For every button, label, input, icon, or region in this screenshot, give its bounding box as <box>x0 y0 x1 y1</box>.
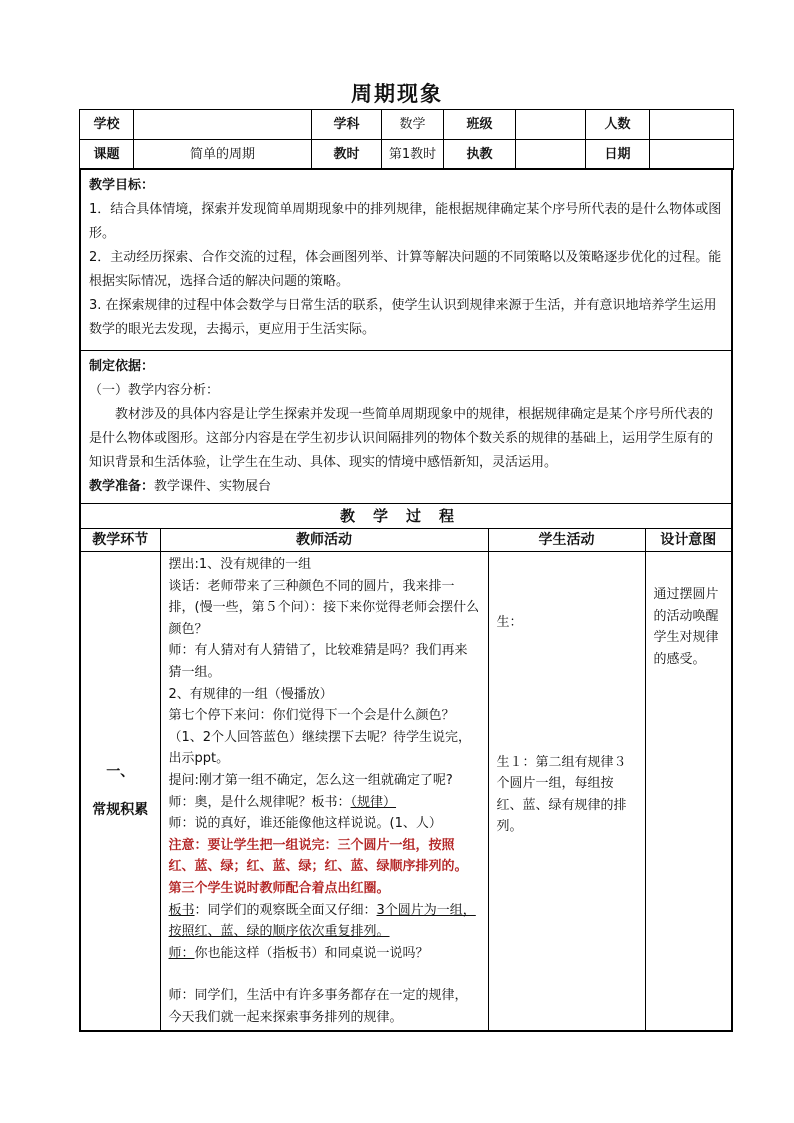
board-label: 板书 <box>168 902 195 918</box>
teacher-line: 师：同学们，生活中有许多事务都存在一定的规律，今天我们就一起来探索事务排列的规律。 <box>168 988 468 1025</box>
header-stage: 教学环节 <box>80 529 160 552</box>
design-text: 通过摆圆片的活动唤醒学生对规律的感受。 <box>653 587 719 667</box>
prep-label: 教学准备： <box>89 479 155 494</box>
teacher-line: 师：奥，是什么规律呢？板书： <box>168 794 351 810</box>
prep-value: 教学课件、实物展台 <box>154 479 272 494</box>
subject-label: 学科 <box>312 110 382 140</box>
teacher-line: 第七个停下来问：你们觉得下一个会是什么颜色？（1、2个人回答蓝色）继续摆下去呢？待学生说完，出示ppt。 <box>168 708 472 767</box>
goal-item: 3. 在探索规律的过程中体会数学与日常生活的联系，使学生认识到规律来源于生活，并有意识地培养学生运用数学的眼光去发现，去揭示，更应用于生活实际。 <box>89 298 717 337</box>
school-value <box>134 110 312 140</box>
teacher-note-red: 注意：要让学生把一组说完：三个圆片一组，按照红、蓝、绿；红、蓝、绿；红、蓝、绿顺序排列的。第三个学生说时教师配合着点出红圈。 <box>168 837 468 896</box>
goal-item: 1．结合具体情境，探索并发现简单周期现象中的排列规律，能根据规律确定某个序号所代表的是什么物体或图形。 <box>89 202 722 241</box>
goals-heading: 教学目标： <box>89 178 155 193</box>
school-label: 学校 <box>80 110 134 140</box>
teacher-line: 你也能这样（指板书）和同桌说一说吗？ <box>194 945 429 961</box>
topic-label: 课题 <box>80 140 134 170</box>
stage-cell <box>80 552 160 1032</box>
count-value <box>650 110 734 140</box>
stage-number: 一、 <box>106 764 135 781</box>
student-line: 生１：第二组有规律３个圆片一组，每组按红、蓝、绿有规律的排列。 <box>496 754 627 835</box>
class-label: 班级 <box>444 110 516 140</box>
board-note: （规律） <box>350 794 397 810</box>
goals-section <box>80 169 732 351</box>
goal-item: 2．主动经历探索、合作交流的过程，体会画图列举、计算等解决问题的不同策略以及策略逐步优化的过程。能根据实际情况，选择合适的解决问题的策略。 <box>89 250 722 289</box>
teacher-line: 师：说的真好，谁还能像他这样说说。(1、人） <box>168 816 442 832</box>
teacher-line: 摆出:1、没有规律的一组 <box>168 557 312 572</box>
teacher-activity <box>160 552 488 1032</box>
period-value: 第1教时 <box>382 140 444 170</box>
teacher-label: 执教 <box>444 140 516 170</box>
lesson-table <box>79 168 733 1032</box>
teacher-line: 谈话：老师带来了三种颜色不同的圆片，我来排一排，(慢一些，第５个问）：接下来你觉得老师会摆什么颜色？ <box>168 578 480 637</box>
stage-name: 常规积累 <box>92 802 149 819</box>
teacher-line: 师： <box>168 945 195 961</box>
page-title: 周期现象 <box>351 82 443 106</box>
teacher-line: 提问:刚才第一组不确定，怎么这一组就确定了呢? <box>168 772 453 788</box>
header-teacher: 教师活动 <box>160 529 488 552</box>
student-line: 生： <box>496 615 523 630</box>
basis-heading: 制定依据： <box>89 359 155 374</box>
teacher-value <box>516 140 586 170</box>
date-value <box>650 140 734 170</box>
teacher-line: 师：有人猜对有人猜错了，比较难猜是吗？我们再来猜一组。 <box>168 643 468 680</box>
student-activity <box>488 552 645 1032</box>
topic-value: 简单的周期 <box>134 140 312 170</box>
process-title: 教学过程 <box>80 504 732 529</box>
basis-section <box>80 351 732 504</box>
header-design: 设计意图 <box>645 529 732 552</box>
teacher-line: ：同学们的观察既全面又仔细： <box>194 902 377 918</box>
board-summary: 3个圆片为一组，按照红、蓝、绿的顺序依次重复排列。 <box>168 902 476 940</box>
info-table <box>79 109 734 170</box>
header-student: 学生活动 <box>488 529 645 552</box>
count-label: 人数 <box>586 110 650 140</box>
basis-paragraph: 教材涉及的具体内容是让学生探索并发现一些简单周期现象中的规律，根据规律确定是某个序号所代表的是什么物体或图形。这部分内容是在学生初步认识间隔排列的物体个数关系的规律的基础上，运用学生原有的知识背景和生活体验，让学生在生动、具体、现实的情境中感悟新知，灵活运用。 <box>89 407 714 470</box>
design-intent <box>645 552 732 1032</box>
teacher-line: 2、有规律的一组（慢播放） <box>168 686 333 702</box>
date-label: 日期 <box>586 140 650 170</box>
basis-subheading: （一）教学内容分析： <box>89 383 220 398</box>
subject-value: 数学 <box>382 110 444 140</box>
period-label: 教时 <box>312 140 382 170</box>
class-value <box>516 110 586 140</box>
